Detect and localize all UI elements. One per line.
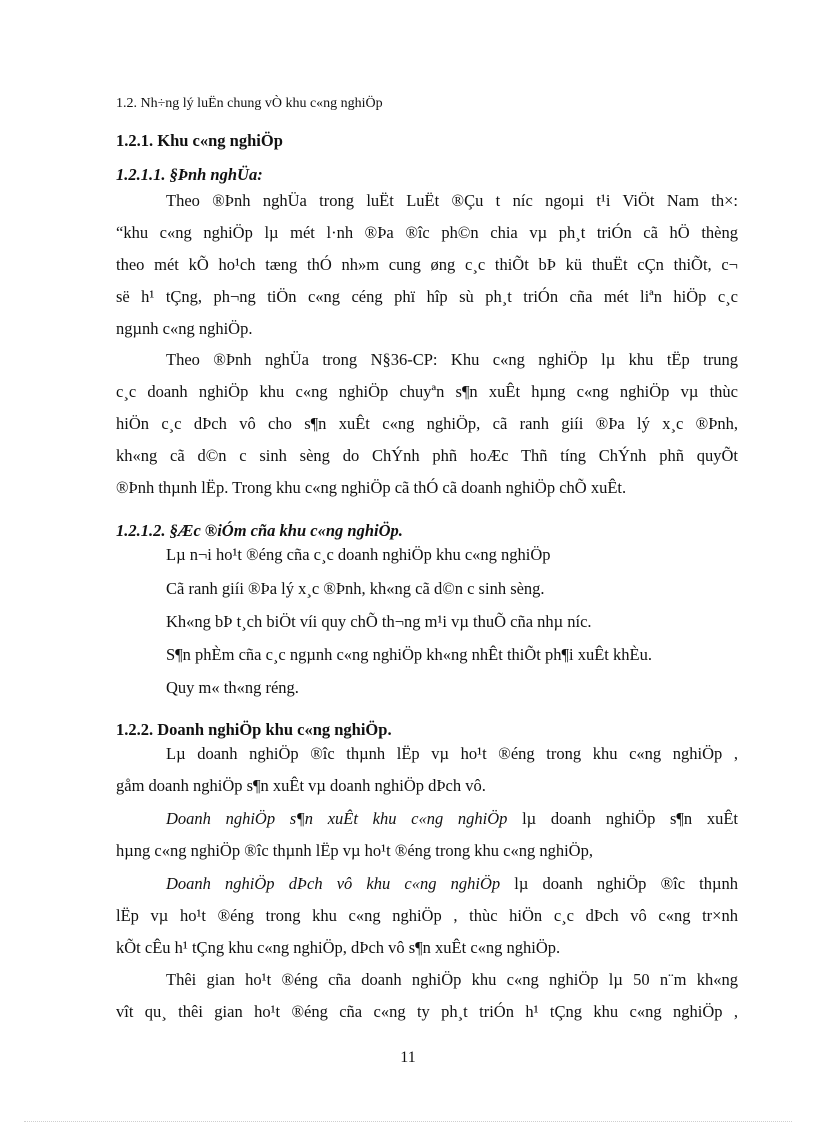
section-heading-1-2-2: 1.2.2. Doanh nghiÖp khu c«ng nghiÖp. (116, 720, 392, 739)
page-bottom-divider (24, 1121, 792, 1122)
paragraph-line: vît qu¸ thêi gian ho¹t ®éng cña c«ng ty ph¸t triÓn h¹ tÇng khu c«ng nghiÖp , (116, 1002, 738, 1021)
paragraph-line: theo mét kÕ ho¹ch tæng thÓ nh»m cung øng c¸c thiÕt bÞ kü thuËt cÇn thiÕt, c¬ (116, 255, 738, 274)
paragraph-line: c¸c doanh nghiÖp khu c«ng nghiÖp chuyªn s¶n xuÊt hµng c«ng nghiÖp vµ thùc (116, 382, 738, 401)
term-italic: Doanh nghiÖp s¶n xuÊt khu c«ng nghiÖp (166, 809, 508, 828)
paragraph-line: ®Þnh thµnh lËp. Trong khu c«ng nghiÖp cã thÓ cã doanh nghiÖp chÕ xuÊt. (116, 478, 627, 497)
feature-item: Cã ranh giíi ®Þa lý x¸c ®Þnh, kh«ng cã d©n c sinh sèng. (166, 579, 545, 598)
paragraph-text: lµ doanh nghiÖp ®îc thµnh (500, 874, 738, 893)
paragraph-line: Thêi gian ho¹t ®éng cña doanh nghiÖp khu c«ng nghiÖp lµ 50 n¨m kh«ng (166, 970, 738, 989)
paragraph-line: “khu c«ng nghiÖp lµ mét l·nh ®Þa ®îc ph©n chia vµ ph¸t triÓn cã hÖ thèng (116, 223, 738, 242)
page-number: 11 (400, 1049, 416, 1066)
paragraph-line: hµng c«ng nghiÖp ®îc thµnh lËp vµ ho¹t ®éng trong khu c«ng nghiÖp, (116, 841, 593, 860)
paragraph-text: lµ doanh nghiÖp s¶n xuÊt (507, 809, 738, 828)
paragraph-line: ngµnh c«ng nghiÖp. (116, 319, 253, 338)
paragraph-line: kh«ng cã d©n c sinh sèng do ChÝnh phñ hoÆc Thñ tíng ChÝnh phñ quyÕt (116, 446, 738, 465)
section-heading-1-2-1-2: 1.2.1.2. §Æc ®iÓm cña khu c«ng nghiÖp. (116, 521, 403, 540)
paragraph-line: Lµ doanh nghiÖp ®îc thµnh lËp vµ ho¹t ®éng trong khu c«ng nghiÖp , (166, 744, 738, 763)
paragraph-line: kÕt cÊu h¹ tÇng khu c«ng nghiÖp, dÞch vô s¶n xuÊt c«ng nghiÖp. (116, 938, 561, 957)
paragraph-line: Theo ®Þnh nghÜa trong N§36-CP: Khu c«ng nghiÖp lµ khu tËp trung (166, 350, 738, 369)
paragraph-line (166, 809, 738, 829)
paragraph-line (166, 874, 738, 894)
paragraph-line: gåm doanh nghiÖp s¶n xuÊt vµ doanh nghiÖp dÞch vô. (116, 776, 486, 795)
section-heading-1-2: 1.2. Nh÷ng lý luËn chung vÒ khu c«ng nghiÖp (116, 96, 383, 111)
section-heading-1-2-1: 1.2.1. Khu c«ng nghiÖp (116, 131, 283, 150)
feature-item: S¶n phÈm cña c¸c ngµnh c«ng nghiÖp kh«ng nhÊt thiÕt ph¶i xuÊt khÈu. (166, 645, 652, 664)
paragraph-line: hiÖn c¸c dÞch vô cho s¶n xuÊt c«ng nghiÖp, cã ranh giíi ®Þa lý x¸c ®Þnh, (116, 414, 738, 433)
term-italic: Doanh nghiÖp dÞch vô khu c«ng nghiÖp (166, 874, 501, 893)
paragraph-line: së h¹ tÇng, ph¬ng tiÖn c«ng céng phï hîp sù ph¸t triÓn cña mét liªn hiÖp c¸c (116, 287, 738, 306)
paragraph-line: Theo ®Þnh nghÜa trong luËt LuËt ®Çu t níc ngoµi t¹i ViÖt Nam th×: (166, 191, 738, 210)
paragraph-line: lËp vµ ho¹t ®éng trong khu c«ng nghiÖp , thùc hiÖn c¸c dÞch vô c«ng tr×nh (116, 906, 738, 925)
section-heading-1-2-1-1: 1.2.1.1. §Þnh nghÜa: (116, 165, 263, 184)
feature-item: Lµ n¬i ho¹t ®éng cña c¸c doanh nghiÖp khu c«ng nghiÖp (166, 545, 551, 564)
feature-item: Kh«ng bÞ t¸ch biÖt víi quy chÕ th¬ng m¹i vµ thuÕ cña nhµ níc. (166, 612, 592, 631)
feature-item: Quy m« th«ng réng. (166, 678, 299, 697)
